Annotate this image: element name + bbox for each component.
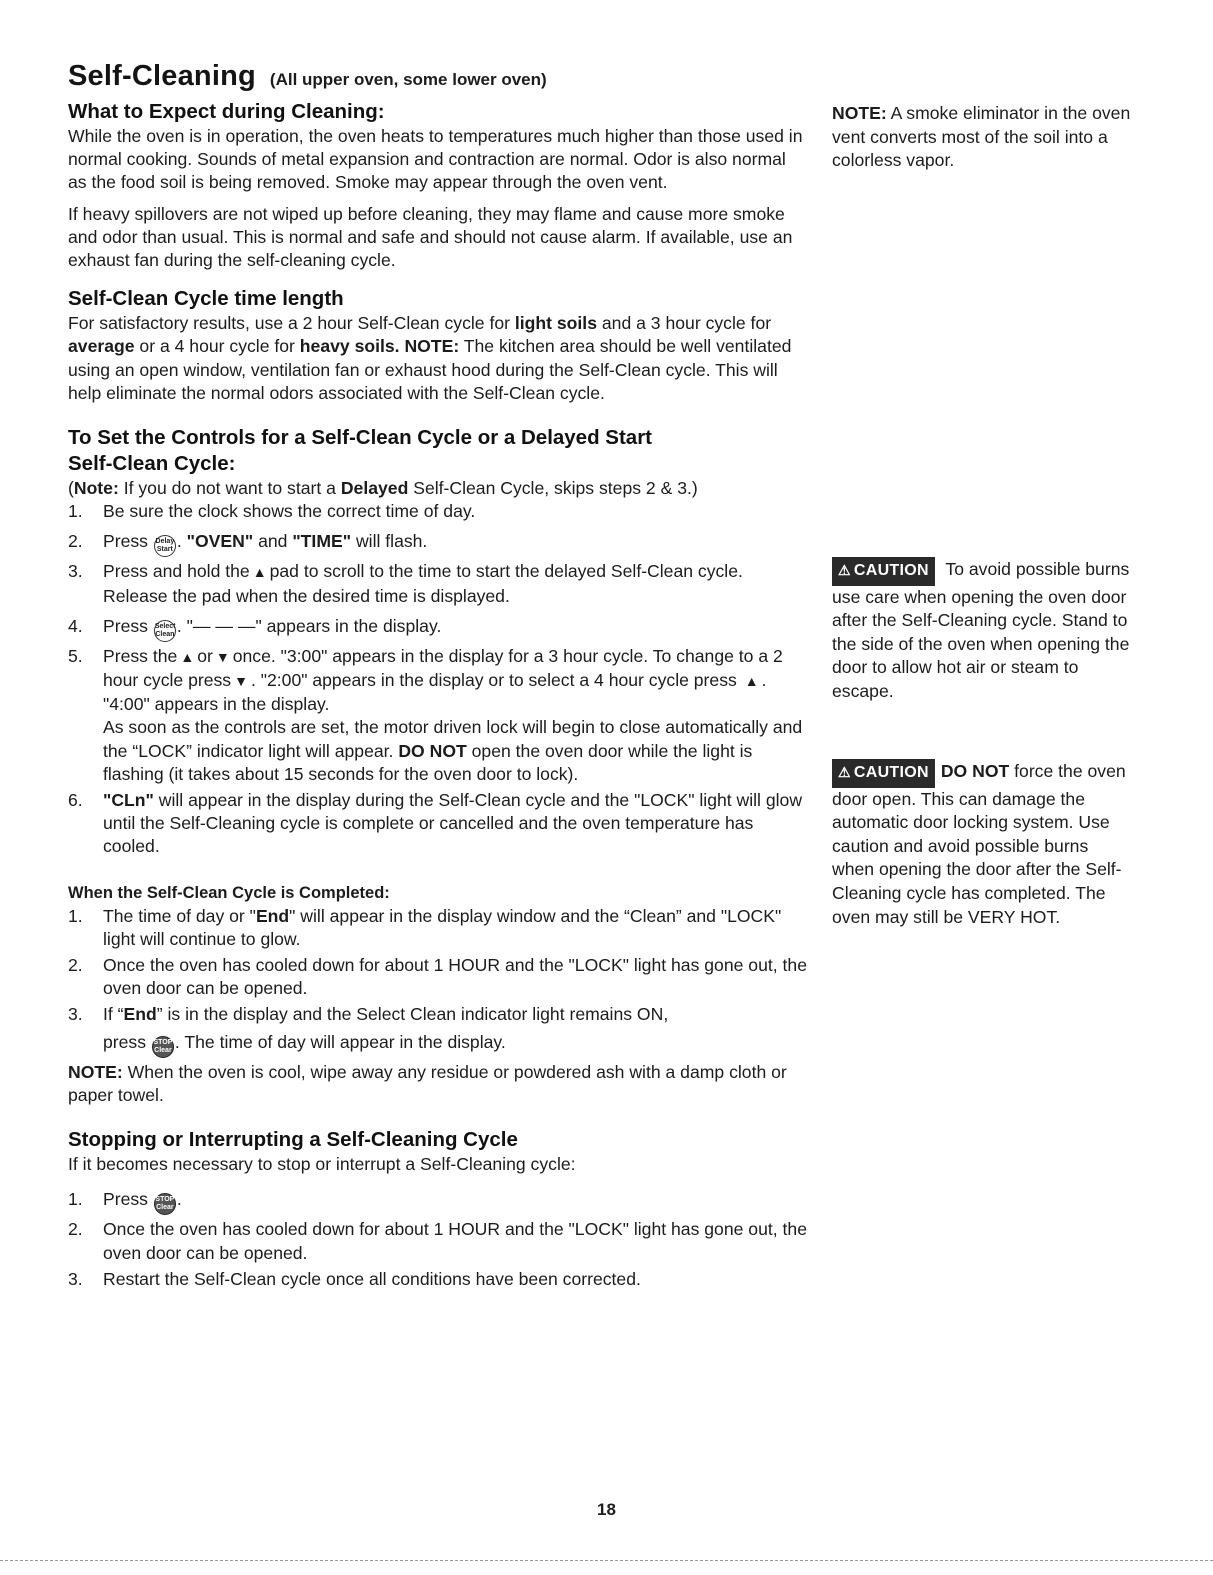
stop-clear-key-icon: STOP Clear	[154, 1193, 176, 1215]
completed-note: NOTE: When the oven is cool, wipe away any residue or powdered ash with a damp cloth or paper towel.	[68, 1061, 787, 1105]
list-item: 3. Restart the Self-Clean cycle once all conditions have been corrected.	[68, 1268, 641, 1289]
title-row	[68, 60, 808, 93]
list-item: 4. Press Select Clean . "— — —" appears in the display.	[68, 611, 808, 642]
list-item: 1. Be sure the clock shows the correct time of day.	[68, 501, 476, 522]
sidebar-caution-2: ⚠ CAUTION DO NOT force the oven door open. This can damage the automatic door locking system. Use caution and avoid possible burns when opening the door after the Self-Cleaning cycle has completed. The oven may still be VERY HOT.	[832, 761, 1126, 927]
cycle-time-heading: Self-Clean Cycle time length	[68, 287, 344, 311]
expect-heading: What to Expect during Cleaning:	[68, 100, 385, 123]
stop-clear-key-icon: STOP Clear	[152, 1036, 174, 1058]
select-clean-key-icon: Select Clean	[154, 620, 176, 642]
set-controls-steps	[68, 500, 808, 858]
bottom-divider	[0, 1560, 1213, 1561]
down-arrow-icon: ▼	[215, 648, 230, 665]
delay-start-key-icon: Delay Start	[154, 535, 176, 557]
set-controls-note: (Note: If you do not want to start a Delayed Self-Clean Cycle, skips steps 2 & 3.)	[68, 478, 698, 499]
main-column	[68, 60, 808, 1294]
list-item: 2. Press Delay Start . "OVEN" and "TIME" will flash.	[68, 526, 808, 557]
page-number: 18	[597, 1500, 616, 1519]
stopping-heading: Stopping or Interrupting a Self-Cleaning Cycle	[68, 1128, 518, 1152]
set-controls-heading-line2: Self-Clean Cycle:	[68, 452, 236, 476]
up-arrow-icon: ▲	[180, 648, 195, 665]
list-item: 3. Press and hold the ▲ pad to scroll to the time to start the delayed Self-Clean cycle. Release the pad when the desired time is displayed.	[68, 561, 743, 606]
list-item: 5. Press the ▲ or ▼ once. "3:00" appears in the display for a 3 hour cycle. To change to a 2 hour cycle press ▼ . "2:00" appears in the display or to select a 4 hour cycle press ▲ . "4:00" appears in the display. As soon as the controls are set, the motor driven lock will begin to close automatically and the “LOCK” indicator light will appear. DO NOT open the oven door while the light is flashing (it takes about 15 seconds for the oven door to lock).	[68, 645, 803, 784]
stopping-intro: If it becomes necessary to stop or interrupt a Self-Cleaning cycle:	[68, 1154, 576, 1175]
page-subtitle: (All upper oven, some lower oven)	[269, 70, 547, 89]
up-arrow-icon: ▲	[744, 673, 759, 690]
expect-paragraph-1: While the oven is in operation, the oven heats to temperatures much higher than those used in normal cooking. Sounds of metal expansion and contraction are normal. Odor is also normal as the food soil is being removed. Smoke may appear through the oven vent.	[68, 126, 803, 193]
cycle-time-paragraph: For satisfactory results, use a 2 hour Self-Clean cycle for light soils and a 3 hour cycle for average or a 4 hour cycle for heavy soils. NOTE: The kitchen area should be well ventilated using an open window, ventilation fan or exhaust hood during the Self-Clean cycle. This will help eliminate the normal odors associated with the Self-Clean cycle.	[68, 313, 792, 403]
list-item: 3. If “End” is in the display and the Select Clean indicator light remains ON, press STOP Clear . The time of day will appear in the display.	[68, 1003, 808, 1057]
set-controls-heading-line1: To Set the Controls for a Self-Clean Cycle or a Delayed Start	[68, 426, 653, 450]
warning-icon: ⚠	[838, 562, 851, 578]
list-item: 2. Once the oven has cooled down for about 1 HOUR and the "LOCK" light has gone out, the oven door can be opened.	[68, 955, 807, 999]
list-item: 6. "CLn" will appear in the display during the Self-Clean cycle and the "LOCK" light will glow until the Self-Cleaning cycle is complete or cancelled and the oven temperature has cooled.	[68, 790, 803, 857]
sidebar-caution-1: ⚠ CAUTION To avoid possible burns use care when opening the oven door after the Self-Cleaning cycle. Stand to the side of the oven when opening the door to allow hot air or steam to escape.	[832, 559, 1130, 701]
expect-paragraph-2: If heavy spillovers are not wiped up before cleaning, they may flame and cause more smoke and odor than usual. This is normal and safe and should not cause alarm. If available, use an exhaust fan during the self-cleaning cycle.	[68, 203, 793, 271]
list-item: 1. Press STOP Clear .	[68, 1184, 808, 1215]
caution-badge: ⚠ CAUTION	[832, 759, 935, 788]
list-item: 1. The time of day or "End" will appear in the display window and the “Clean” and "LOCK" light will continue to glow.	[68, 905, 782, 949]
warning-icon: ⚠	[838, 764, 851, 780]
completed-steps	[68, 905, 808, 1058]
up-arrow-icon: ▲	[252, 564, 267, 581]
caution-badge: ⚠ CAUTION	[832, 557, 935, 586]
down-arrow-icon: ▼	[234, 673, 248, 690]
sidebar-note: NOTE: A smoke eliminator in the oven vent converts most of the soil into a colorless vapor.	[832, 103, 1131, 171]
stopping-steps	[68, 1184, 808, 1291]
page-title: Self-Cleaning	[68, 60, 256, 92]
completed-heading: When the Self-Clean Cycle is Completed:	[68, 883, 390, 902]
list-item: 2. Once the oven has cooled down for about 1 HOUR and the "LOCK" light has gone out, the oven door can be opened.	[68, 1219, 807, 1263]
